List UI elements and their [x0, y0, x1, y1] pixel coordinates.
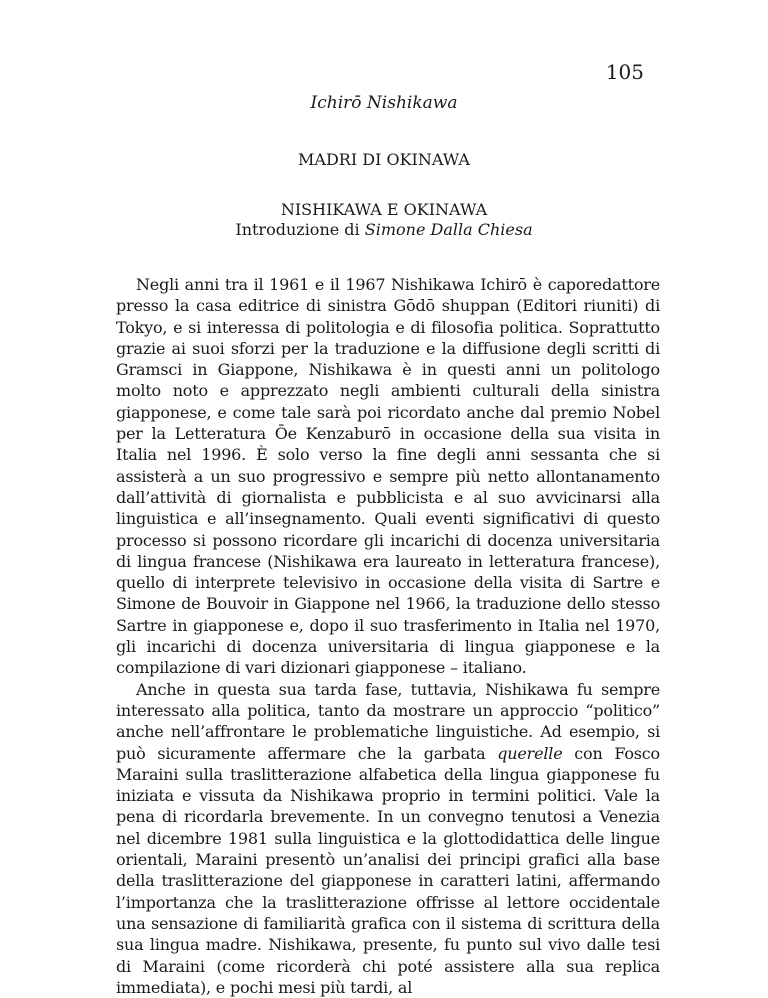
body-text	[116, 274, 660, 998]
paragraph-2	[116, 679, 660, 998]
author-name: Ichirō Nishikawa	[310, 93, 458, 113]
paragraph-2-text-before: Anche in questa sua tarda fase, tuttavia, Nishikawa fu sempre interessato alla politica, tanto da mostrare un approccio “politico” anche nell’affrontare le problematiche linguistiche. Ad esempio, si può sicuramente affermare che la garbata	[116, 679, 660, 763]
page-number: 105	[605, 60, 644, 84]
paragraph-2-italic-term: querelle	[497, 743, 563, 763]
chapter-title: MADRI DI OKINAWA	[298, 150, 470, 169]
introduction-credit	[0, 220, 768, 240]
paragraph-1: Negli anni tra il 1961 e il 1967 Nishikawa Ichirō è caporedattore presso la casa editrice di sinistra Gōdō shuppan (Editori riuniti) di Tokyo, e si interessa di politologia e di filosofia politica. Soprattutto grazie ai suoi sforzi per la traduzione e la diffusione degli scritti di Gramsci in Giappone, Nishikawa è in questi anni un politologo molto noto e apprezzato negli ambienti culturali della sinistra giapponese, e come tale sarà poi ricordato anche dal premio Nobel per la Letteratura Ōe Kenzaburō in occasione della sua visita in Italia nel 1996. È solo verso la fine degli anni sessanta che si assisterà a un suo progressivo e sempre più netto allontanamento dall’attività di giornalista e pubblicista e al suo avvicinarsi alla linguistica e all’insegnamento. Quali eventi significativi di questo processo si possono ricordare gli incarichi di docenza universitaria di lingua francese (Nishikawa era laureato in letteratura francese), quello di interprete televisivo in occasione della visita di Sartre e Simone de Bouvoir in Giappone nel 1966, la traduzione dello stesso Sartre in giapponese e, dopo il suo trasferimento in Italia nel 1970, gli incarichi di docenza universitaria di lingua giapponese e la compilazione di vari dizionari giapponese – italiano.	[116, 275, 660, 678]
paragraph-2-text-after: con Fosco Maraini sulla traslitterazione alfabetica della lingua giapponese fu iniziata e vissuta da Nishikawa proprio in termini politici. Vale la pena di ricordarla brevemente. In un convegno tenutosi a Venezia nel dicembre 1981 sulla linguistica e la glottodidattica delle lingue orientali, Maraini presentò un’analisi dei principi grafici alla base della traslitterazione del giapponese in caratteri latini, affermando l’importanza che la traslitterazione offrisse al lettore occidentale una sensazione di familiarità grafica con il sistema di scrittura della sua lingua madre. Nishikawa, presente, fu punto sul vivo dalle tesi di Maraini (come ricorderà chi poté assistere alla sua replica immediata), e pochi mesi più tardi, al	[116, 743, 660, 997]
chapter-subtitle	[0, 200, 768, 240]
subtitle-line: NISHIKAWA E OKINAWA	[280, 200, 488, 219]
intro-author-name: Simone Dalla Chiesa	[364, 220, 533, 239]
intro-prefix: Introduzione di	[235, 220, 365, 239]
